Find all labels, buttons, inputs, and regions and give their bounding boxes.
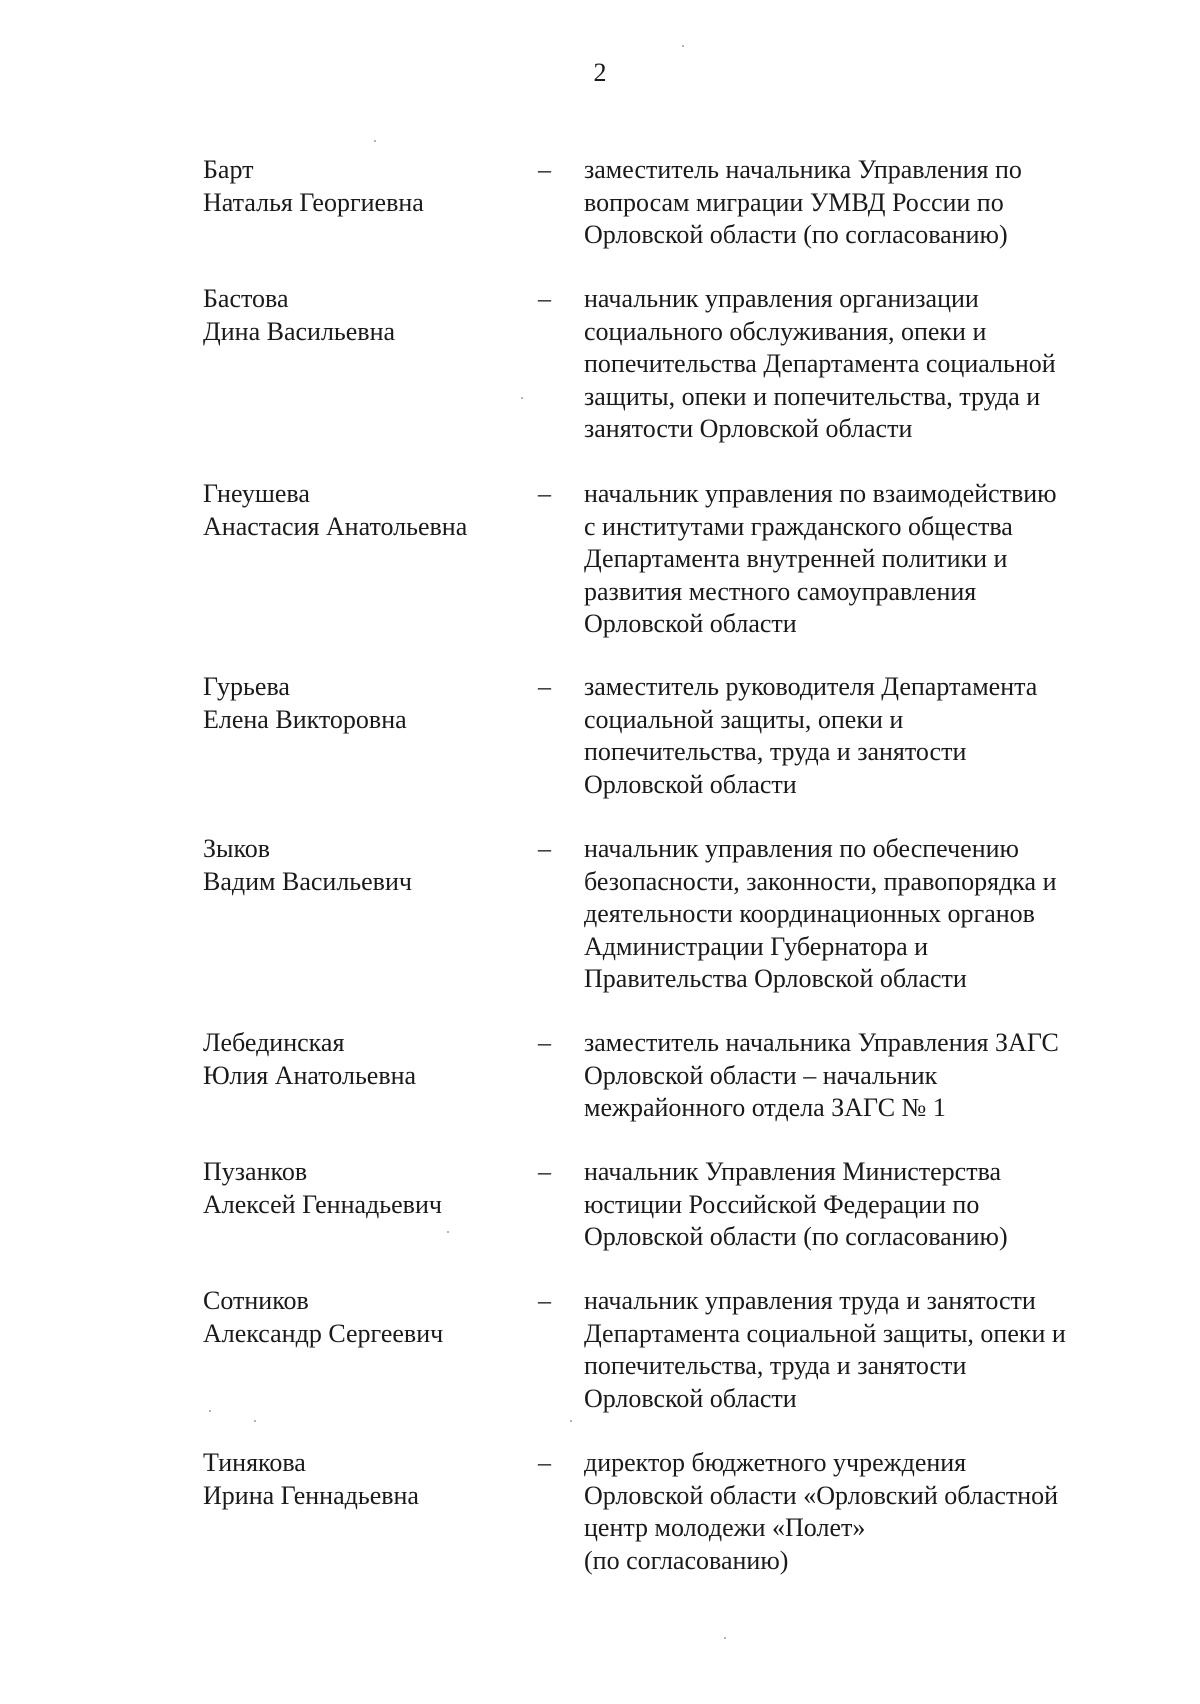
- member-name: [203, 283, 523, 348]
- member-name: [203, 1447, 523, 1512]
- scan-speck: [254, 1420, 256, 1422]
- member-position: [584, 833, 1144, 996]
- position-line: начальник управления по обеспечению: [584, 834, 1019, 863]
- position-line: Департамента социальной защиты, опеки и: [584, 1318, 1066, 1348]
- member-name: [203, 1285, 523, 1350]
- member-position: [584, 478, 1144, 641]
- position-line: Администрации Губернатора и: [584, 931, 929, 961]
- position-line: Орловской области (по согласованию): [584, 1222, 1008, 1251]
- scan-speck: [682, 45, 684, 47]
- position-line: защиты, опеки и попечительства, труда и: [584, 381, 1041, 411]
- member-surname: Лебединская: [203, 1028, 345, 1057]
- position-line: центр молодежи «Полет»: [584, 1513, 866, 1542]
- member-given-names: Александр Сергеевич: [203, 1318, 444, 1348]
- position-line: Орловской области: [584, 769, 797, 799]
- dash-separator: –: [538, 1157, 551, 1186]
- scan-speck: [209, 1410, 211, 1412]
- member-position: [584, 1027, 1144, 1125]
- position-line: попечительства, труда и занятости: [584, 1351, 967, 1380]
- position-line: директор бюджетного учреждения: [584, 1448, 967, 1477]
- position-line: попечительства, труда и занятости: [584, 737, 967, 766]
- scan-speck: [724, 1637, 726, 1639]
- position-line: Правительства Орловской области: [584, 964, 967, 993]
- dash-separator: –: [538, 834, 551, 863]
- position-line: межрайонного отдела ЗАГС № 1: [584, 1093, 946, 1122]
- member-surname: Тинякова: [203, 1448, 306, 1477]
- member-surname: Сотников: [203, 1286, 309, 1315]
- position-line: начальник управления труда и занятости: [584, 1286, 1036, 1315]
- member-position: [584, 1156, 1144, 1254]
- position-line: заместитель начальника Управления по: [584, 155, 1022, 184]
- member-given-names: Дина Васильевна: [203, 316, 396, 346]
- position-line: с институтами гражданского общества: [584, 511, 1013, 541]
- scan-speck: [374, 140, 376, 142]
- position-line: начальник управления по взаимодействию: [584, 479, 1057, 508]
- member-surname: Бастова: [203, 284, 289, 313]
- dash-separator: –: [538, 1448, 551, 1477]
- member-given-names: Наталья Георгиевна: [203, 187, 424, 217]
- position-line: безопасности, законности, правопорядка и: [584, 866, 1057, 896]
- position-line: Орловской области: [584, 609, 797, 638]
- member-given-names: Алексей Геннадьевич: [203, 1189, 442, 1219]
- dash-separator: –: [538, 155, 551, 184]
- member-position: [584, 671, 1144, 801]
- member-surname: Гурьева: [203, 672, 290, 701]
- position-line: юстиции Российской Федерации по: [584, 1189, 980, 1219]
- page-number: 2: [593, 58, 607, 87]
- member-name: [203, 1027, 523, 1092]
- member-given-names: Вадим Васильевич: [203, 866, 412, 896]
- scan-speck: [570, 1420, 572, 1422]
- member-surname: Гнеушева: [203, 479, 310, 508]
- member-name: [203, 671, 523, 736]
- member-name: [203, 1156, 523, 1221]
- position-line: Департамента внутренней политики и: [584, 544, 1008, 573]
- member-surname: Пузанков: [203, 1157, 308, 1186]
- dash-separator: –: [538, 284, 551, 313]
- member-position: [584, 1285, 1144, 1415]
- member-name: [203, 833, 523, 898]
- position-line: деятельности координационных органов: [584, 899, 1035, 928]
- scan-speck: [521, 397, 523, 399]
- dash-separator: –: [538, 672, 551, 701]
- member-surname: Зыков: [203, 834, 271, 863]
- member-given-names: Елена Викторовна: [203, 704, 407, 734]
- position-line: Орловской области (по согласованию): [584, 220, 1008, 249]
- position-line: развития местного самоуправления: [584, 576, 977, 606]
- position-line: Орловской области: [584, 1383, 797, 1413]
- member-name: [203, 478, 523, 543]
- member-name: [203, 154, 523, 219]
- member-given-names: Ирина Геннадьевна: [203, 1480, 419, 1510]
- position-line: Орловской области «Орловский областной: [584, 1480, 1059, 1510]
- member-surname: Барт: [203, 155, 254, 184]
- position-line: начальник Управления Министерства: [584, 1157, 1002, 1186]
- position-line: вопросам миграции УМВД России по: [584, 187, 1004, 217]
- position-line: заместитель начальника Управления ЗАГС: [584, 1028, 1059, 1057]
- member-given-names: Анастасия Анатольевна: [203, 511, 468, 541]
- position-line: занятости Орловской области: [584, 414, 913, 443]
- dash-separator: –: [538, 1286, 551, 1315]
- position-line: (по согласованию): [584, 1545, 789, 1575]
- position-line: социальной защиты, опеки и: [584, 704, 904, 734]
- member-position: [584, 283, 1144, 446]
- scan-speck: [447, 1231, 449, 1233]
- position-line: социального обслуживания, опеки и: [584, 316, 987, 346]
- position-line: попечительства Департамента социальной: [584, 349, 1056, 378]
- member-position: [584, 154, 1144, 252]
- member-given-names: Юлия Анатольевна: [203, 1060, 417, 1090]
- dash-separator: –: [538, 479, 551, 508]
- member-position: [584, 1447, 1144, 1577]
- position-line: начальник управления организации: [584, 284, 979, 313]
- position-line: Орловской области – начальник: [584, 1060, 938, 1090]
- position-line: заместитель руководителя Департамента: [584, 672, 1038, 701]
- dash-separator: –: [538, 1028, 551, 1057]
